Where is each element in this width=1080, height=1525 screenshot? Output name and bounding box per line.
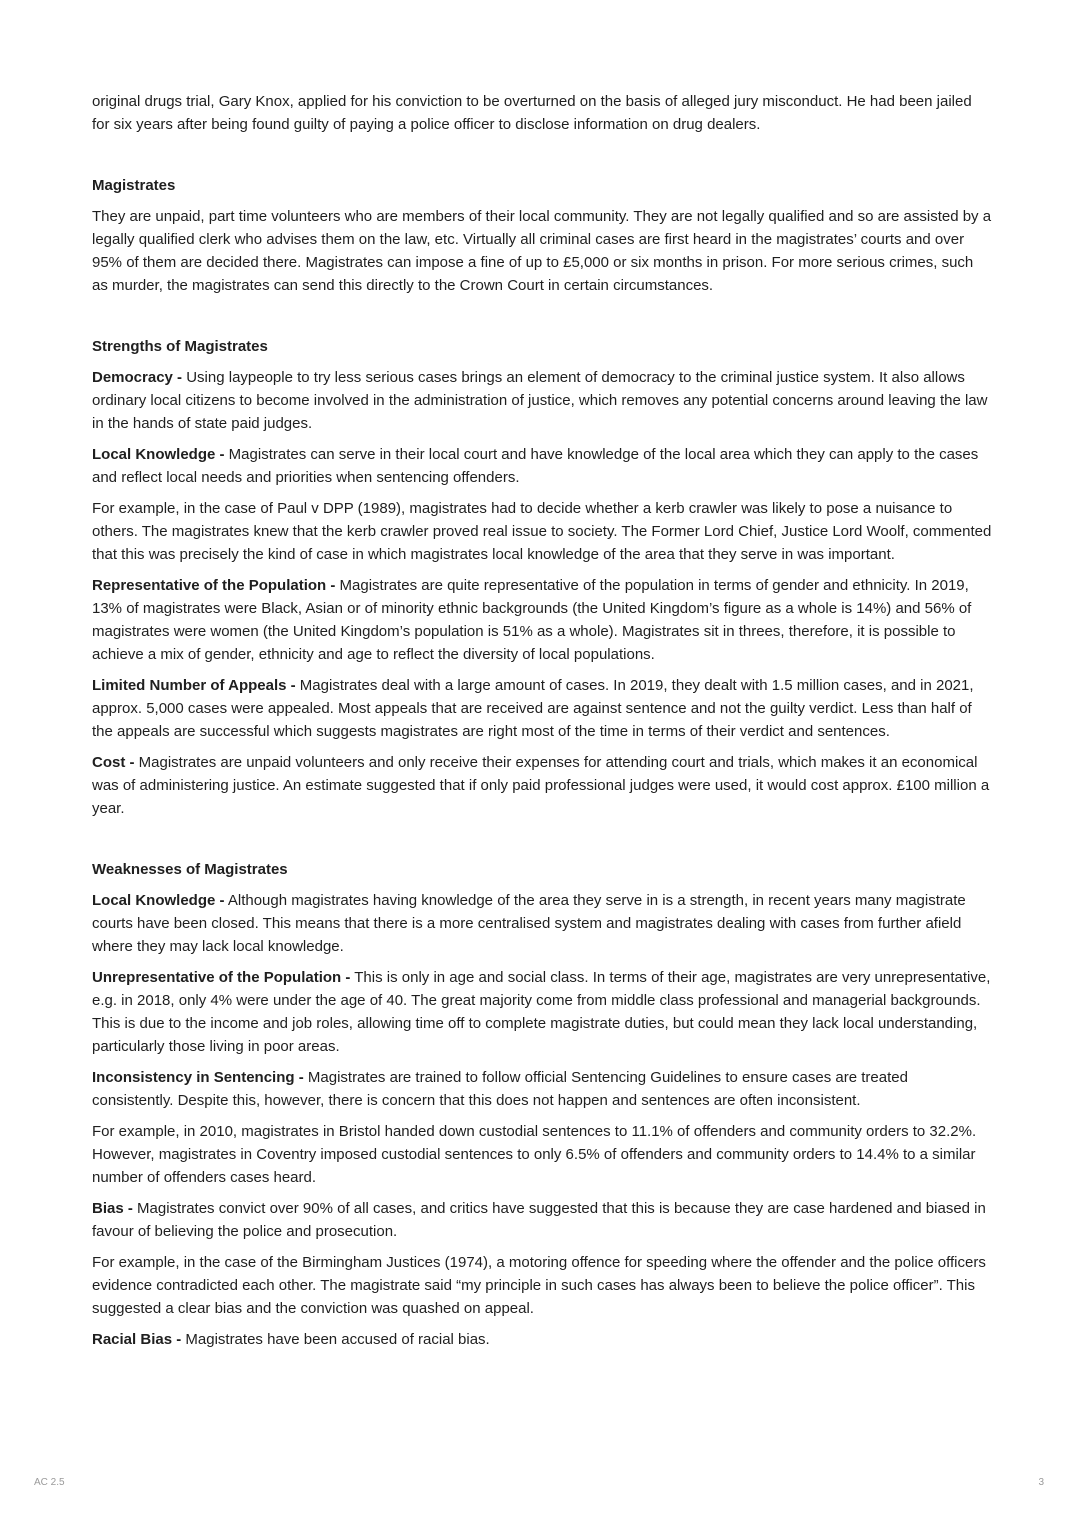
weakness-bias bbox=[92, 1197, 992, 1243]
weakness-unrepresentative-term: Unrepresentative of the Population - bbox=[92, 969, 351, 986]
strength-local-knowledge-text: Magistrates can serve in their local court and have knowledge of the local area which they can apply to the cases and reflect local needs and priorities when sentencing offenders. bbox=[92, 446, 979, 486]
weakness-local-knowledge bbox=[92, 889, 992, 958]
page-number: 3 bbox=[1038, 1477, 1044, 1488]
strength-cost-text: Magistrates are unpaid volunteers and only receive their expenses for attending court and trials, which makes it an economical was of administering justice. An estimate suggested that if only paid professional judges were used, it would cost approx. £100 million a year. bbox=[92, 754, 990, 817]
strength-local-knowledge-term: Local Knowledge - bbox=[92, 446, 225, 463]
footer-label: AC 2.5 bbox=[34, 1477, 65, 1488]
strength-representative-text: Magistrates are quite representative of the population in terms of gender and ethnicity. In 2019, 13% of magistrates were Black, Asian or of minority ethnic backgrounds (the United Kingdom’s figure as a whole is 14%) and 56% of magistrates were women (the United Kingdom’s population is 51% as a whole). Magistrates sit in threes, therefore, it is possible to achieve a mix of gender, ethnicity and age to reflect the diversity of local populations. bbox=[92, 577, 972, 663]
strength-appeals-text: Magistrates deal with a large amount of cases. In 2019, they dealt with 1.5 million cases, and in 2021, approx. 5,000 cases were appealed. Most appeals that are received are against sentence and not the guilty verdict. Less than half of the appeals are successful which suggests magistrates are right most of the time in terms of their verdict and sentences. bbox=[92, 677, 974, 740]
weakness-local-knowledge-term: Local Knowledge - bbox=[92, 892, 225, 909]
magistrates-paragraph: They are unpaid, part time volunteers who are members of their local community. They are not legally qualified and so are assisted by a legally qualified clerk who advises them on the law, etc. Virtually all criminal cases are first heard in the magistrates’ courts and over 95% of them are decided there. Magistrates can impose a fine of up to £5,000 or six months in prison. For more serious crimes, such as murder, the magistrates can send this directly to the Crown Court in certain circumstances. bbox=[92, 208, 992, 294]
strengths-heading: Strengths of Magistrates bbox=[92, 338, 268, 355]
strength-democracy-term: Democracy - bbox=[92, 369, 183, 386]
weakness-racial-bias-text: Magistrates have been accused of racial bias. bbox=[181, 1331, 490, 1348]
document-body bbox=[92, 90, 992, 1359]
strength-cost bbox=[92, 751, 992, 820]
strength-representative bbox=[92, 574, 992, 666]
weakness-inconsistency-term: Inconsistency in Sentencing - bbox=[92, 1069, 304, 1086]
weakness-inconsistency bbox=[92, 1066, 992, 1112]
strength-democracy bbox=[92, 366, 992, 435]
magistrates-heading: Magistrates bbox=[92, 177, 176, 194]
weakness-racial-bias bbox=[92, 1328, 992, 1351]
weaknesses-heading: Weaknesses of Magistrates bbox=[92, 861, 288, 878]
weakness-inconsistency-text: Magistrates are trained to follow official Sentencing Guidelines to ensure cases are treated consistently. Despite this, however, there is concern that this does not happen and sentences are often inconsistent. bbox=[92, 1069, 908, 1109]
weakness-bias-example: For example, in the case of the Birmingham Justices (1974), a motoring offence for speeding where the offender and the police officers evidence contradicted each other. The magistrate said “my principle in such cases has always been to believe the police officer”. This suggested a clear bias and the conviction was quashed on appeal. bbox=[92, 1254, 986, 1317]
strength-local-example: For example, in the case of Paul v DPP (1989), magistrates had to decide whether a kerb crawler was likely to pose a nuisance to others. The magistrates knew that the kerb crawler proved real issue to society. The Former Lord Chief, Justice Lord Woolf, commented that this was precisely the kind of case in which magistrates local knowledge of the area that they serve in was important. bbox=[92, 500, 992, 563]
intro-paragraph: original drugs trial, Gary Knox, applied for his conviction to be overturned on the basis of alleged jury misconduct. He had been jailed for six years after being found guilty of paying a police officer to disclose information on drug dealers. bbox=[92, 93, 972, 133]
strength-appeals-term: Limited Number of Appeals - bbox=[92, 677, 296, 694]
weakness-bias-text: Magistrates convict over 90% of all cases, and critics have suggested that this is because they are case hardened and biased in favour of believing the police and prosecution. bbox=[92, 1200, 986, 1240]
strength-cost-term: Cost - bbox=[92, 754, 135, 771]
strength-appeals bbox=[92, 674, 992, 743]
weakness-local-knowledge-text: Although magistrates having knowledge of the area they serve in is a strength, in recent years many magistrate courts have been closed. This means that there is a more centralised system and magistrates dealing with cases from further afield where they may lack local knowledge. bbox=[92, 892, 966, 955]
weakness-racial-bias-term: Racial Bias - bbox=[92, 1331, 182, 1348]
strength-local-knowledge bbox=[92, 443, 992, 489]
weakness-bias-term: Bias - bbox=[92, 1200, 133, 1217]
strength-democracy-text: Using laypeople to try less serious cases brings an element of democracy to the criminal justice system. It also allows ordinary local citizens to become involved in the administration of justice, which removes any potential concerns around leaving the law in the hands of state paid judges. bbox=[92, 369, 988, 432]
strength-representative-term: Representative of the Population - bbox=[92, 577, 336, 594]
weakness-inconsistency-example: For example, in 2010, magistrates in Bristol handed down custodial sentences to 11.1% of offenders and community orders to 32.2%. However, magistrates in Coventry imposed custodial sentences to only 6.5% of offenders and community orders to 14.4% to a similar number of offenders cases heard. bbox=[92, 1123, 977, 1186]
weakness-unrepresentative bbox=[92, 966, 992, 1058]
weakness-unrepresentative-text: This is only in age and social class. In terms of their age, magistrates are very unrepresentative, e.g. in 2018, only 4% were under the age of 40. The great majority come from middle class professional and managerial backgrounds. This is due to the income and job roles, allowing time off to complete magistrate duties, but could mean they lack local understanding, particularly those living in poor areas. bbox=[92, 969, 991, 1055]
